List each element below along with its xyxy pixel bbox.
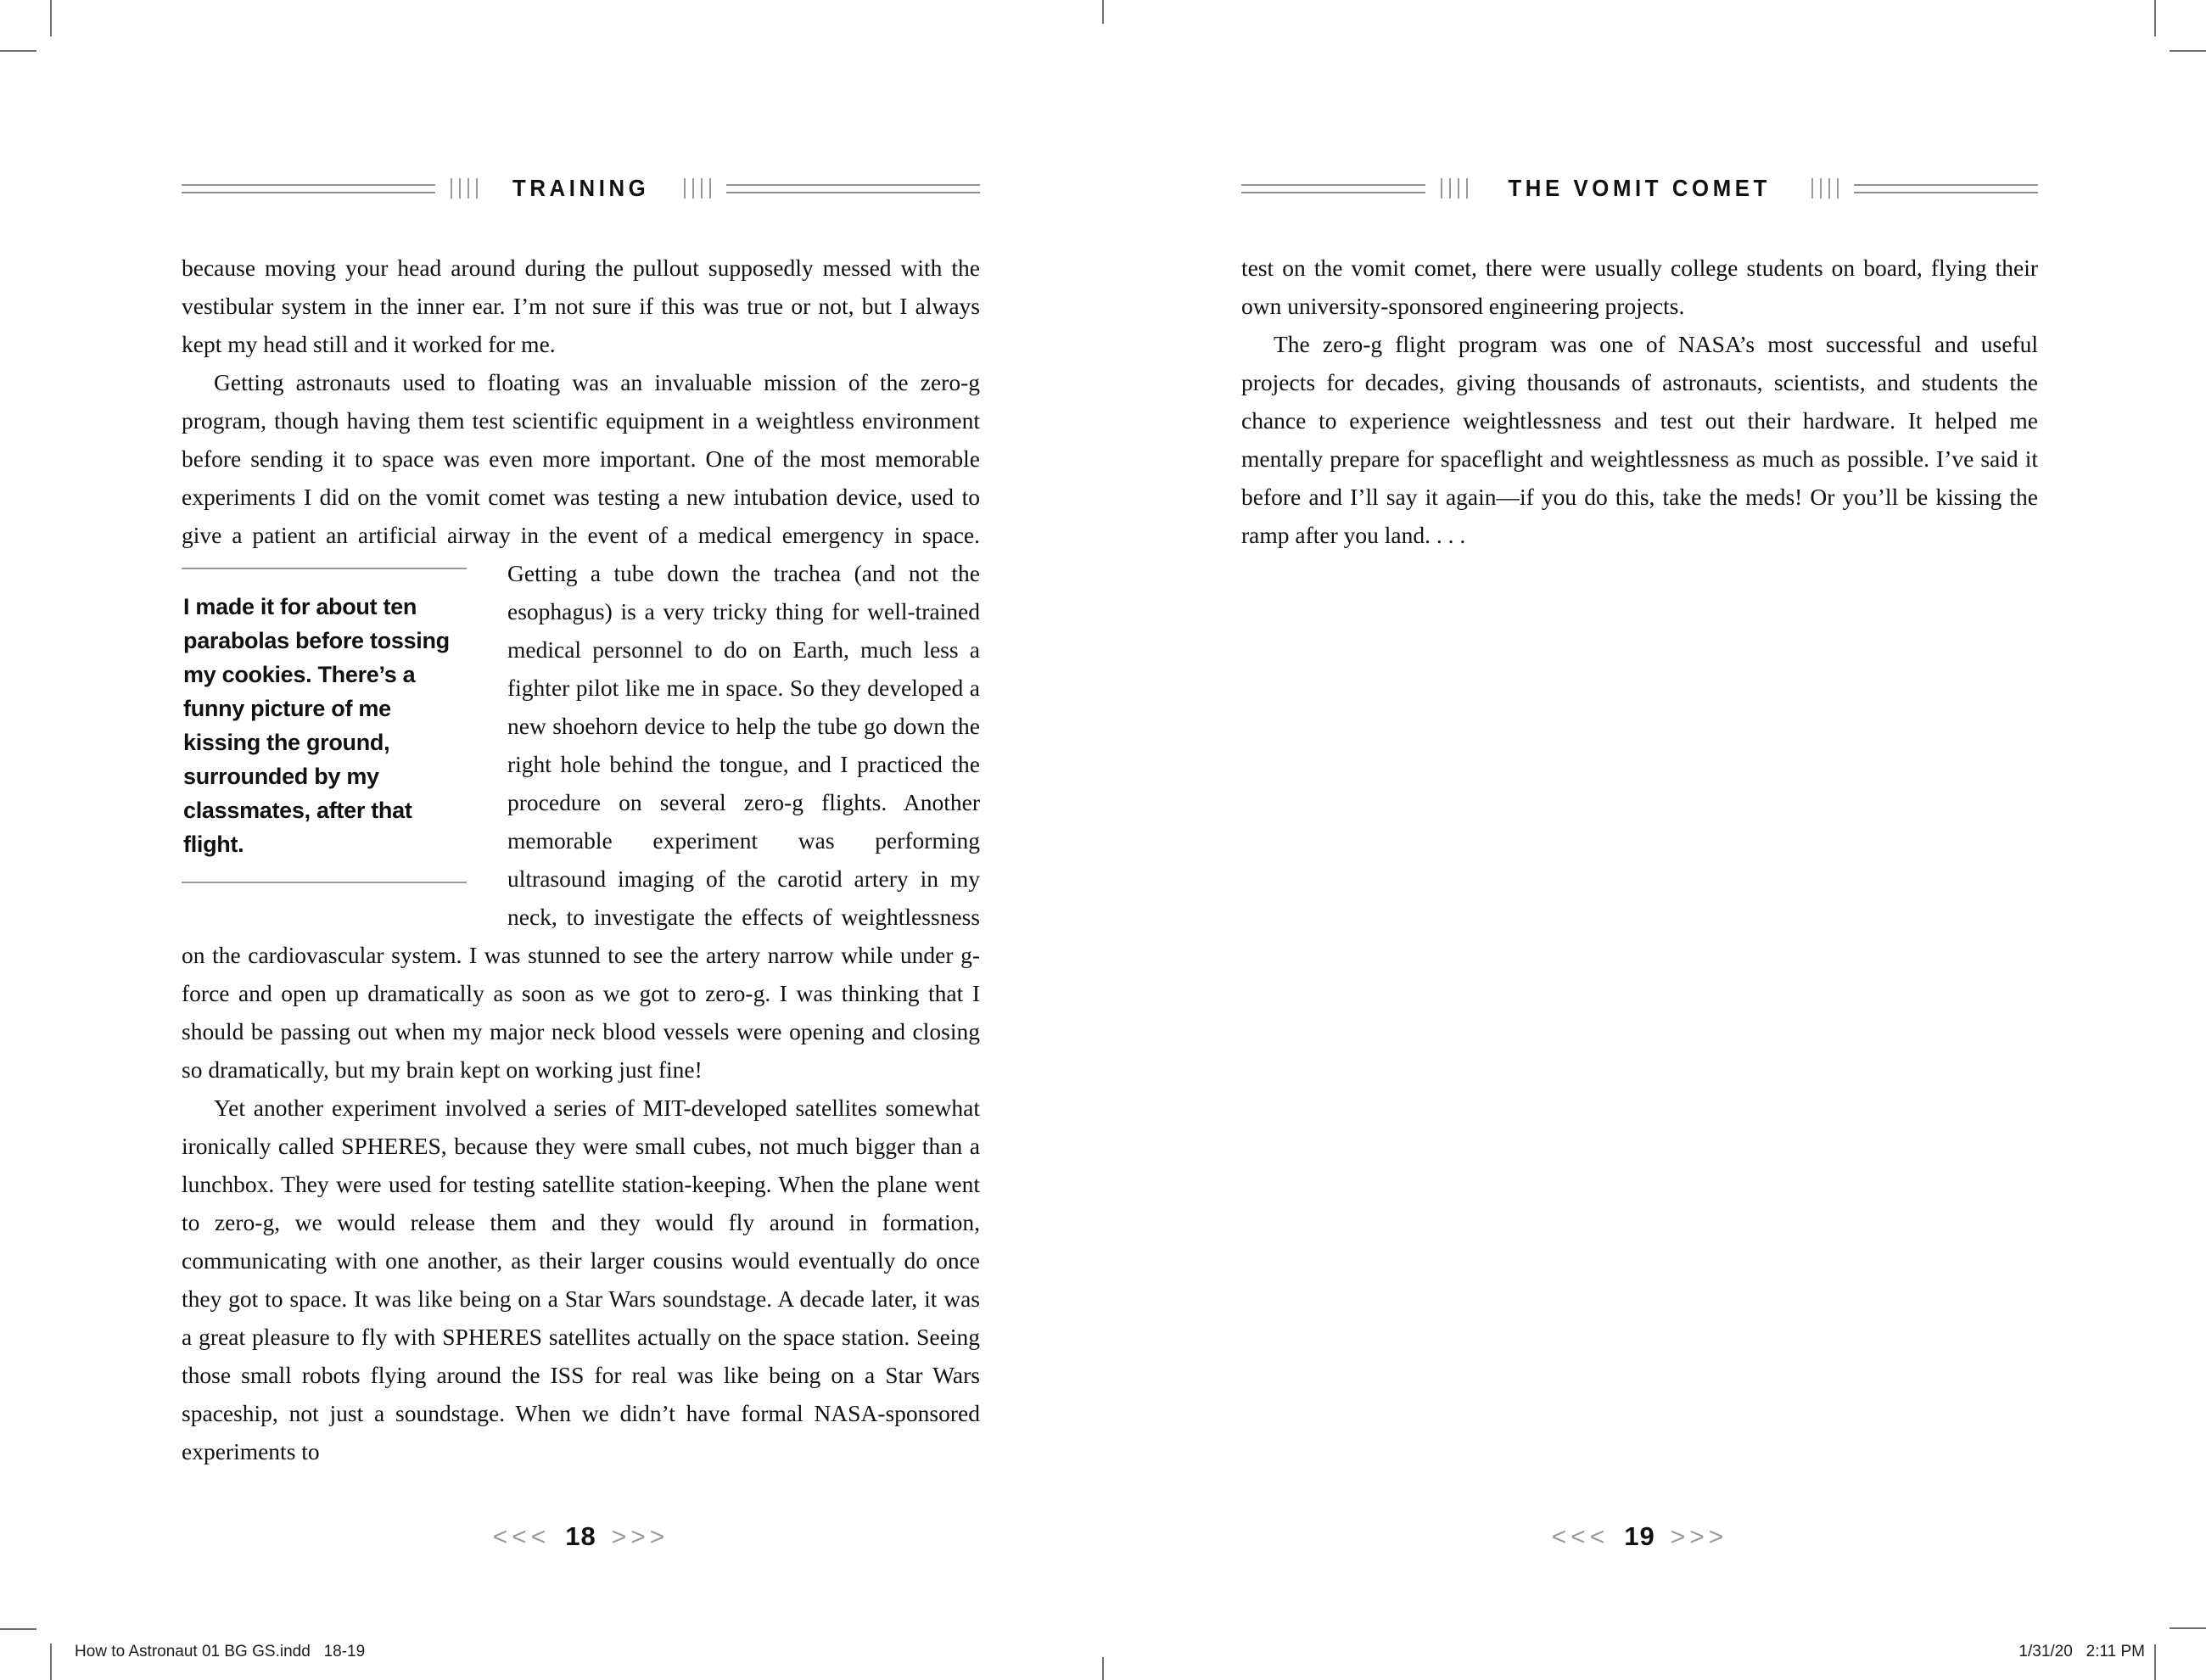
crop-mark — [2154, 1644, 2156, 1680]
paragraph-text: Yet another experiment involved a series of MIT-developed satellites somewhat ironically called SPHERES, because they were small cubes, not much bigger than a lunchbox. They were used for testing satellite station-keeping. When the plane went to zero-g, we would release them and they would fly around in formation, communicating with one another, as their larger cousins would eventually do once they got to space. It was like being on a Star Wars soundstage. A decade later, it was a great pleasure to fly with SPHERES satellites actually on the space station. Seeing those small robots flying around the ISS for real was like being on a Star Wars spaceship, not just a soundstage. When we didn’t have formal NASA-sponsored experiments to — [182, 1095, 980, 1464]
crop-mark — [2154, 0, 2156, 36]
crop-mark — [1102, 0, 1104, 24]
body-paragraph — [182, 249, 980, 363]
crop-mark — [0, 1628, 36, 1630]
chapter-title: THE VOMIT COMET — [1508, 175, 1772, 201]
body-paragraph — [1241, 325, 2038, 554]
next-pages-glyph: >>> — [611, 1523, 669, 1551]
body-paragraph — [1241, 249, 2038, 325]
page-number-right — [1241, 1521, 2038, 1552]
page-number: 19 — [1624, 1521, 1655, 1551]
print-timestamp: 1/31/20 2:11 PM — [2018, 1643, 2145, 1660]
crop-mark — [2170, 1627, 2206, 1629]
header-rule — [1854, 184, 2038, 193]
paragraph-text: The zero-g flight program was one of NASA’s most successful and useful projects for decades, giving thousands of astronauts, scientists, and students the chance to experience weightlessness and test out their hardware. It helped me mentally prepare for spaceflight and weightlessness as much as possible. I’ve said it before and I’ll say it again—if you do this, take the meds! Or you’ll be kissing the ramp after you land. . . . — [1241, 331, 2038, 548]
crop-mark — [1102, 1657, 1104, 1680]
header-rule — [1241, 184, 1425, 193]
pull-quote — [182, 568, 467, 883]
prev-pages-glyph: <<< — [492, 1523, 551, 1551]
paragraph-text: the esophagus) is a very tricky thing for well-trained medical personnel to do on Earth, much less a fighter pilot like me in space. So they developed a new shoehorn device to help the tube go down the right hole behind the tongue, and I practiced the procedure on several zero-g flights. Another memorable experiment was performing ultrasound imaging of the carotid artery in my neck, to investigate the effects of weightlessness on the cardiovascular system. I was stunned to see the artery narrow while under g-force and open up dramatically as soon as we got to zero-g. I was thinking that I should be passing out when my major neck blood vessels were opening and closing so dramatically, but my brain kept on working just fine! — [182, 560, 980, 1083]
chapter-title: TRAINING — [512, 175, 650, 201]
page-number-left — [182, 1521, 980, 1552]
crop-mark — [50, 0, 52, 36]
tick-ornament-icon — [1437, 178, 1471, 199]
chapter-header-right — [1241, 171, 2038, 205]
paragraph-text: because moving your head around during the pullout supposedly messed with the vestibular system in the inner ear. I’m not sure if this was true or not, but I always kept my head still and it worked for me. — [182, 255, 980, 357]
pull-quote-text: I made it for about ten parabolas before tossing my cookies. There’s a funny picture of me kissing the ground, surrounded by my classmates, after that flight. — [183, 594, 450, 857]
document-filename: How to Astronaut 01 BG GS.indd 18-19 — [75, 1643, 366, 1660]
tick-ornament-icon — [1808, 178, 1842, 199]
page-number: 18 — [565, 1521, 596, 1551]
header-rule — [182, 184, 435, 193]
right-page-body — [1241, 249, 2038, 554]
body-paragraph — [182, 1089, 980, 1470]
header-rule — [726, 184, 980, 193]
chapter-header-left — [182, 171, 980, 205]
tick-ornament-icon — [447, 178, 481, 199]
paragraph-text: Getting astronauts used to floating was an invaluable mission of the zero-g program, though having them test scientific equipment in a weightless environment before sending it to space was even more important. One of the most memorable experiments I did on the vomit comet was testing a new intubation device, used to give a patient an artificial airway in the event of a medical emergency in space. Getting a tube down the trachea (and not — [182, 369, 980, 586]
prev-pages-glyph: <<< — [1551, 1523, 1610, 1551]
crop-mark — [0, 50, 36, 52]
crop-mark — [2170, 50, 2206, 52]
left-page-body — [182, 249, 980, 1470]
paragraph-text: test on the vomit comet, there were usually college students on board, flying their own university-sponsored engineering projects. — [1241, 255, 2038, 319]
body-paragraph — [182, 363, 980, 1089]
crop-mark — [50, 1644, 52, 1680]
next-pages-glyph: >>> — [1670, 1523, 1728, 1551]
tick-ornament-icon — [680, 178, 714, 199]
